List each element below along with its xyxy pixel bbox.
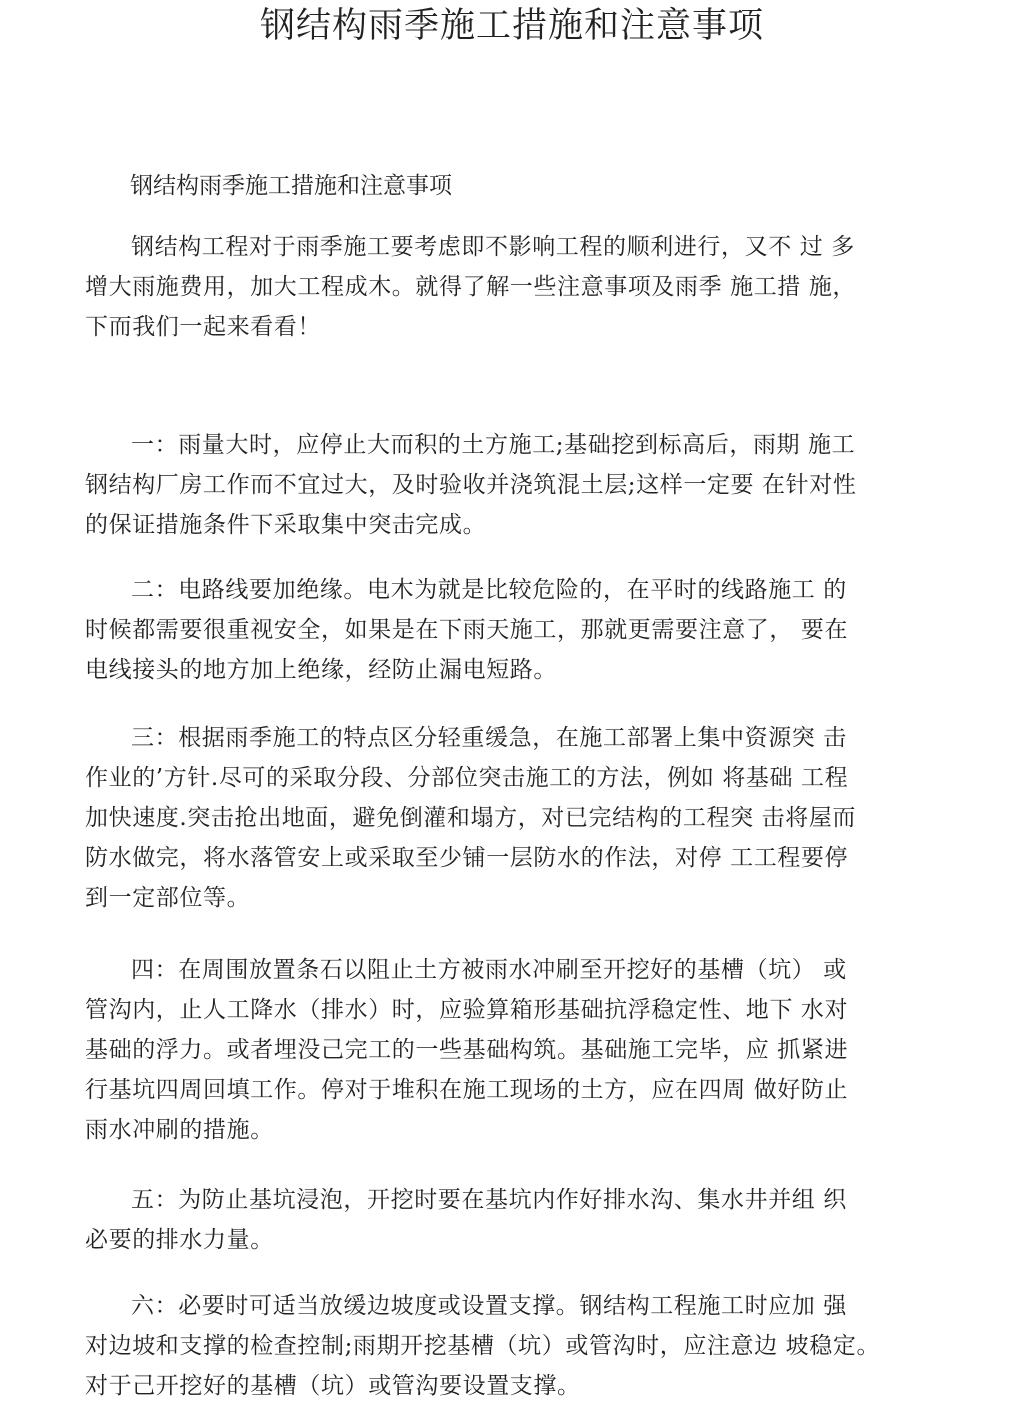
section-paragraph-6 bbox=[85, 1286, 940, 1406]
paragraph-line: 六：必要时可适当放缓边坡度或设置支撑。钢结构工程施工时应加 强 bbox=[131, 1293, 847, 1319]
paragraph-line: 的保证措施条件下采取集中突击完成。 bbox=[85, 512, 487, 538]
paragraph-line: 时候都需要很重视安全，如果是在下雨天施工，那就更需要注意了， 要在 bbox=[85, 617, 849, 643]
paragraph-line: 二：电路线要加绝缘。电木为就是比较危险的，在平时的线路施工 的 bbox=[131, 577, 847, 603]
paragraph-line: 增大雨施费用，加大工程成木。就得了解一些注意事项及雨季 施工措 施， bbox=[85, 274, 857, 300]
paragraph-line: 四：在周围放置条石以阻止土方被雨水冲刷至开挖好的基槽（坑） 或 bbox=[131, 957, 847, 983]
paragraph-line: 对边坡和支撑的检查控制;雨期开挖基槽（坑）或管沟时，应注意边 坡稳定。 bbox=[85, 1333, 881, 1359]
document-title: 钢结构雨季施工措施和注意事项 bbox=[259, 6, 764, 46]
document-subtitle: 钢结构雨季施工措施和注意事项 bbox=[130, 173, 452, 199]
paragraph-line: 雨水冲刷的措施。 bbox=[85, 1117, 274, 1143]
section-paragraph-1 bbox=[85, 425, 940, 545]
paragraph-line: 必要的排水力量。 bbox=[85, 1227, 274, 1253]
paragraph-line: 钢结构工程对于雨季施工要考虑即不影响工程的顺利进行，又不 过 多 bbox=[131, 234, 855, 260]
paragraph-line: 基础的浮力。或者埋没己完工的一些基础构筑。基础施工完毕，应 抓紧进 bbox=[85, 1037, 849, 1063]
paragraph-line: 作业的’方针.尽可的采取分段、分部位突击施工的方法，例如 将基础 工程 bbox=[85, 765, 849, 791]
paragraph-line: 五：为防止基坑浸泡，开挖时要在基坑内作好排水沟、集水井并组 织 bbox=[131, 1187, 847, 1213]
paragraph-line: 加快速度.突击抢出地面，避免倒灌和塌方，对已完结构的工程突 击将屋而 bbox=[85, 805, 857, 831]
section-paragraph-5 bbox=[85, 1180, 940, 1260]
paragraph-line: 下而我们一起来看看！ bbox=[85, 314, 321, 340]
paragraph-line: 对于己开挖好的基槽（坑）或管沟要设置支撑。 bbox=[85, 1373, 581, 1399]
paragraph-line: 到一定部位等。 bbox=[85, 885, 251, 911]
intro-paragraph bbox=[85, 227, 940, 347]
section-paragraph-2 bbox=[85, 570, 940, 690]
paragraph-line: 钢结构厂房工作而不宜过大，及时验收并浇筑混土层;这样一定要 在针对性 bbox=[85, 472, 857, 498]
paragraph-line: 管沟内，止人工降水（排水）时，应验算箱形基础抗浮稳定性、地下 水对 bbox=[85, 997, 849, 1023]
paragraph-line: 行基坑四周回填工作。停对于堆积在施工现场的土方，应在四周 做好防止 bbox=[85, 1077, 849, 1103]
section-paragraph-4 bbox=[85, 950, 940, 1150]
paragraph-line: 一：雨量大时，应停止大而积的土方施工;基础挖到标高后，雨期 施工 bbox=[131, 432, 856, 458]
paragraph-line: 防水做完，将水落管安上或采取至少铺一层防水的作法，对停 工工程要停 bbox=[85, 845, 849, 871]
section-paragraph-3 bbox=[85, 718, 940, 918]
paragraph-line: 电线接头的地方加上绝缘，经防止漏电短路。 bbox=[85, 657, 557, 683]
paragraph-line: 三：根据雨季施工的特点区分轻重缓急，在施工部署上集中资源突 击 bbox=[131, 725, 847, 751]
